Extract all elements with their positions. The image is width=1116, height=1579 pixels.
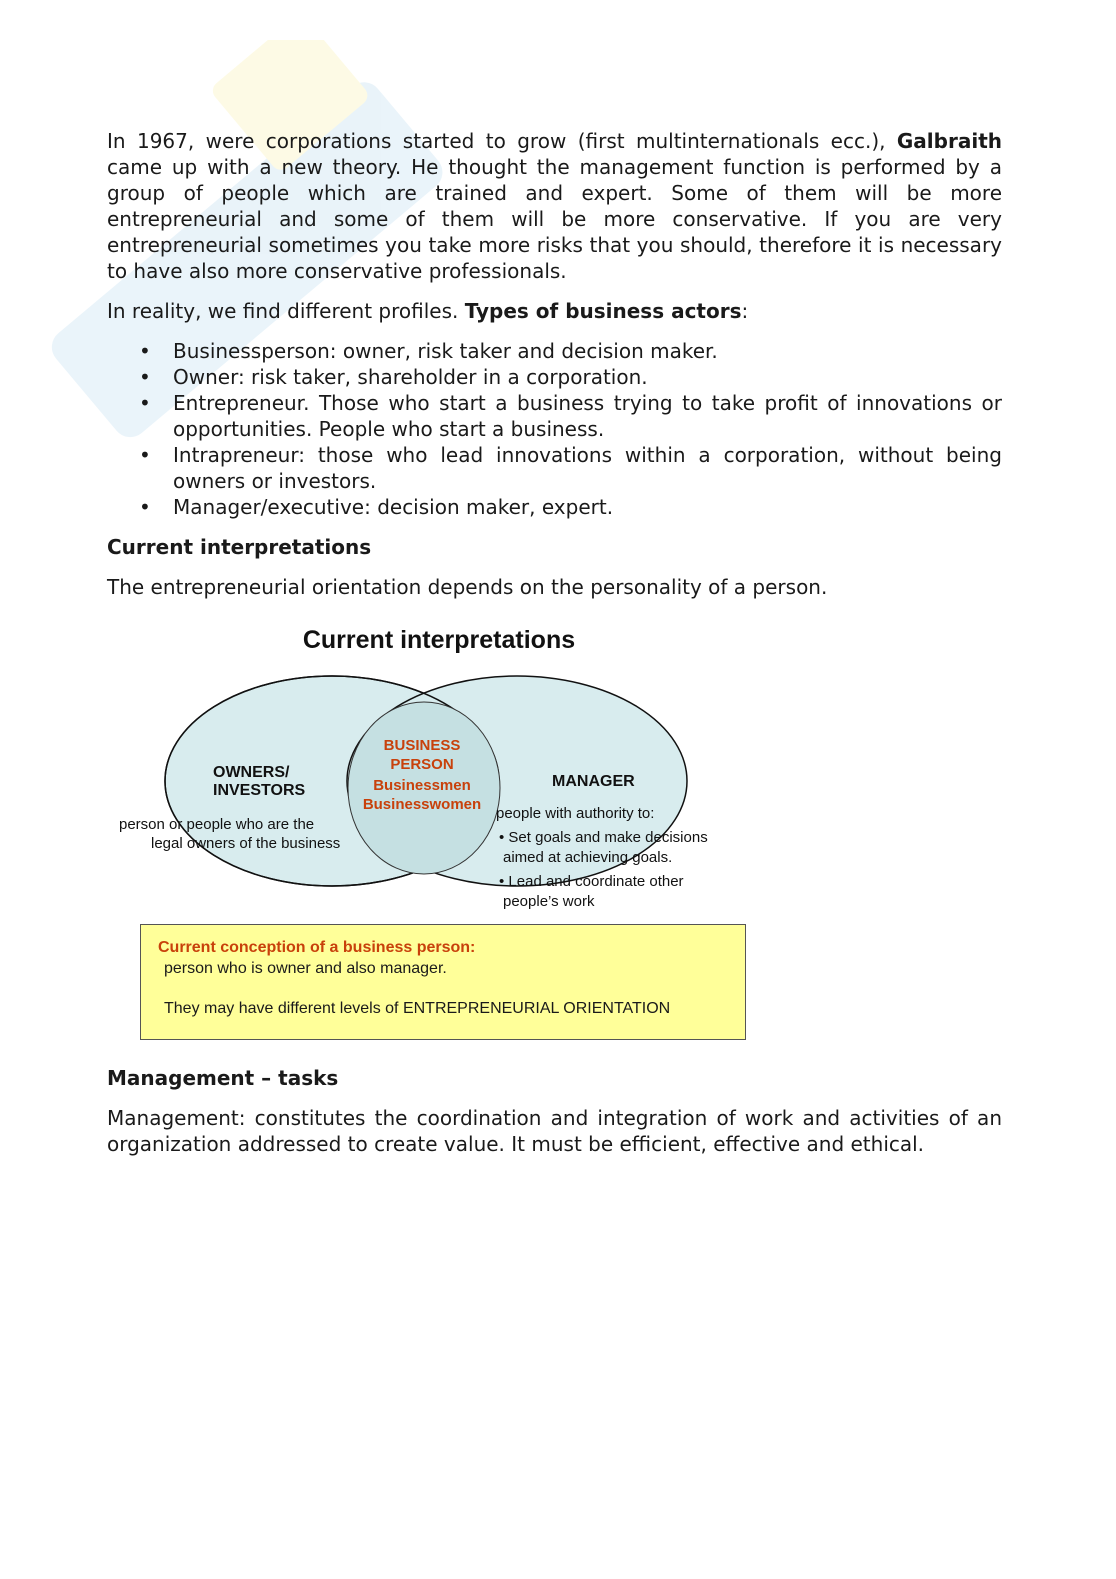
business-person-label: Businesswomen [362,796,482,813]
owners-label: OWNERS/ [213,764,290,781]
callout-line: They may have different levels of ENTREPRENEURIAL ORIENTATION [164,1000,671,1017]
manager-label: MANAGER [552,773,635,790]
business-actors-list [107,338,1002,520]
manager-description: people with authority to: [496,805,655,822]
business-actors-heading: Types of business actors [464,299,742,323]
business-person-label: BUSINESS [383,737,461,754]
list-item: • Owner: risk taker, shareholder in a corporation. [173,364,1002,390]
business-person-label: PERSON [390,756,454,773]
galbraith-name: Galbraith [896,129,1002,153]
list-item: • Manager/executive: decision maker, expert. [173,494,1002,520]
owners-description: person or people who are the [119,816,315,833]
business-person-callout [140,924,746,1040]
list-item: • Intrapreneur: those who lead innovations within a corporation, without being owners or investors. [173,442,1002,494]
business-person-label: Businessmen [373,777,471,794]
list-item: • Businessperson: owner, risk taker and decision maker. [173,338,1002,364]
manager-bullet: people’s work [503,893,595,910]
manager-bullet: • Set goals and make decisions [499,829,708,846]
document-body [107,128,1002,614]
owners-label: INVESTORS [213,782,306,799]
section-heading-management-tasks: Management – tasks [107,1066,339,1090]
callout-line: person who is owner and also manager. [164,960,447,977]
management-text: Management: constitutes the coordination and integration of work and activities of an organization addressed to create value. It must be efficient, effective and ethical. [107,1106,1002,1156]
section-heading-current-interpretations: Current interpretations [107,535,372,559]
entrepreneurial-orientation-text: The entrepreneurial orientation depends on the personality of a person. [107,575,828,599]
figure-title: Current interpretations [302,626,576,654]
management-section [107,1065,1002,1171]
profiles-paragraph: In reality, we find different profiles. Types of business actors: [107,299,749,323]
owners-description: legal owners of the business [151,835,341,852]
callout-title: Current conception of a business person: [158,939,476,956]
list-item: • Entrepreneur. Those who start a business trying to take profit of innovations or opportunities. People who start a business. [173,390,1002,442]
manager-bullet: • Lead and coordinate other [499,873,684,890]
manager-bullet: aimed at achieving goals. [503,849,673,866]
intro-paragraph: In 1967, were corporations started to grow (first multinternationals ecc.), Galbraith came up with a new theory. He thought the management function is performed by a group of people which are trained and expert. Some of them will be more entrepreneurial and some of them will be more conservative. If you are very entrepreneurial sometimes you take more risks that you should, therefore it is necessary to have also more conservative professionals. [107,129,1002,283]
